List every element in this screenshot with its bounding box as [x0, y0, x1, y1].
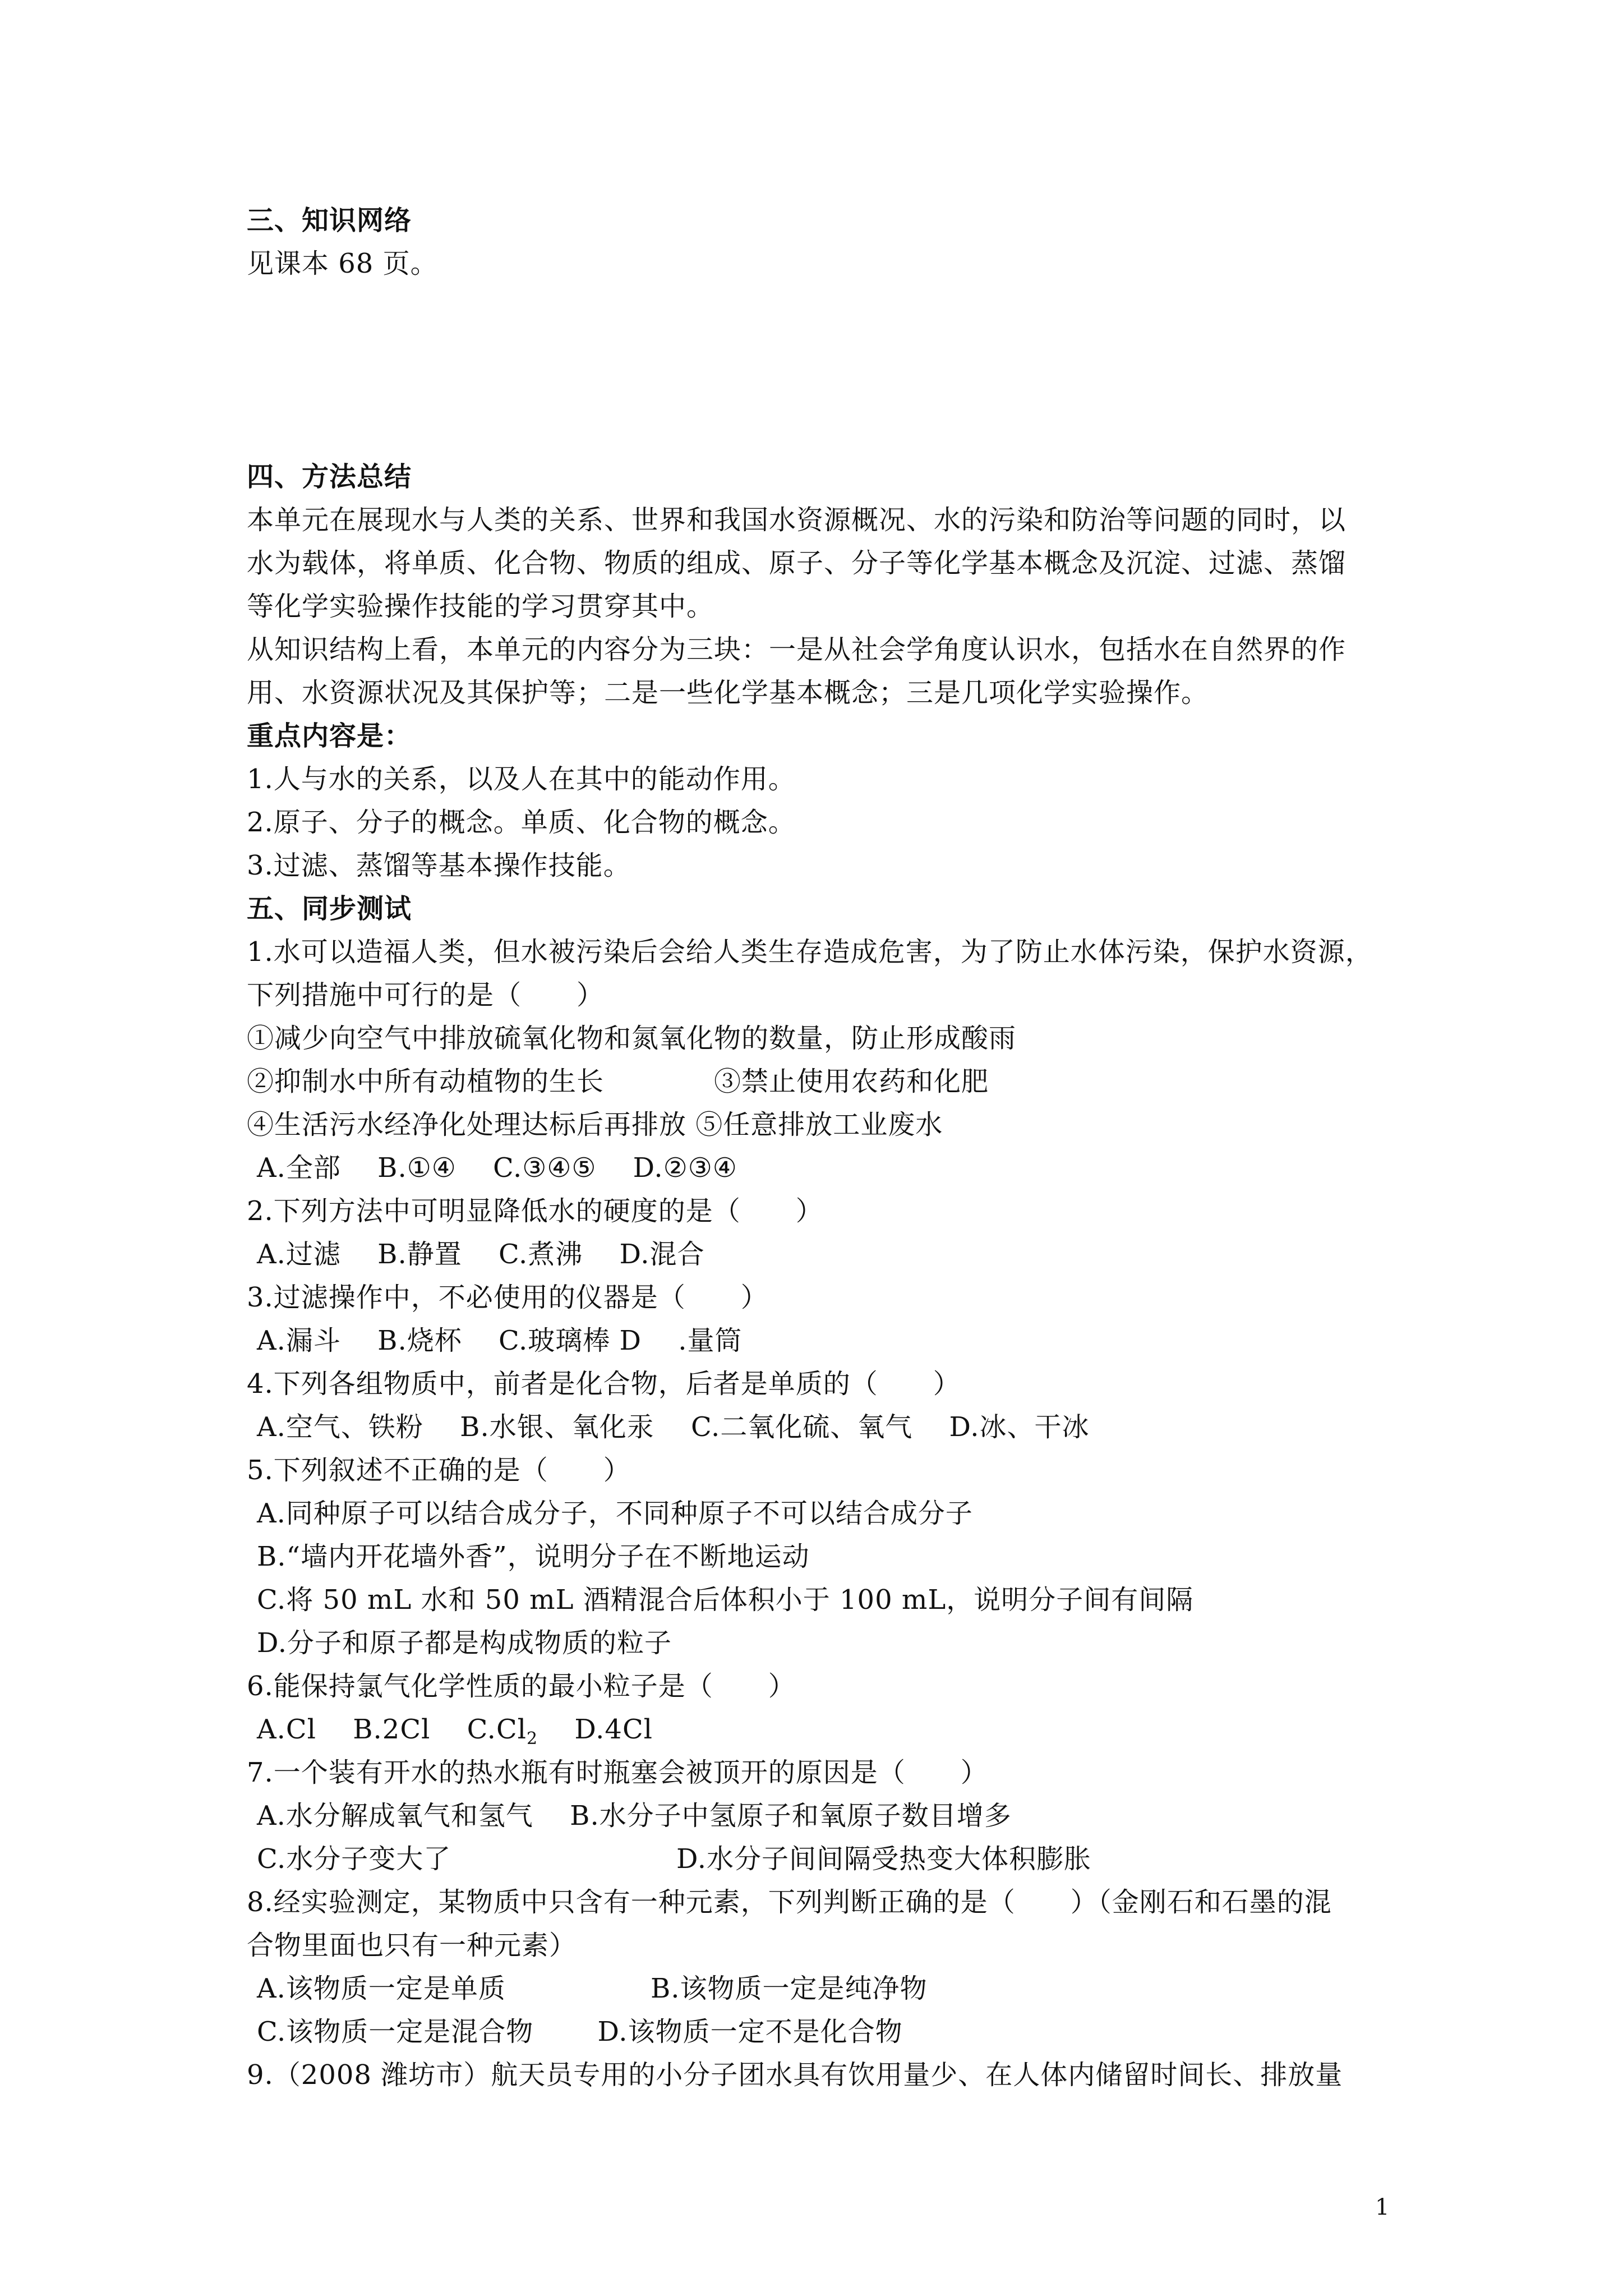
paragraph-line: 水为载体，将单质、化合物、物质的组成、原子、分子等化学基本概念及沉淀、过滤、蒸馏	[247, 547, 1347, 579]
question-options: A.过滤 B.静置 C.煮沸 D.混合	[257, 1239, 705, 1270]
question-options: A.全部 B.①④ C.③④⑤ D.②③④	[257, 1152, 737, 1184]
question-option: A.同种原子可以结合成分子，不同种原子不可以结合成分子	[257, 1498, 973, 1529]
question-options: C.该物质一定是混合物 D.该物质一定不是化合物	[257, 2016, 903, 2047]
question-options: A.漏斗 B.烧杯 C.玻璃棒 D .量筒	[257, 1325, 743, 1356]
page-number: 1	[1375, 2194, 1390, 2220]
question-stem: 4.下列各组物质中，前者是化合物，后者是单质的（ ）	[247, 1368, 961, 1400]
paragraph-line: 等化学实验操作技能的学习贯穿其中。	[247, 591, 714, 622]
question-option: D.分子和原子都是构成物质的粒子	[257, 1627, 672, 1659]
question-option: C.将 50 mL 水和 50 mL 酒精混合后体积小于 100 mL，说明分子间有间隔	[257, 1584, 1194, 1616]
question-option: B.“墙内开花墙外香”，说明分子在不断地运动	[257, 1541, 810, 1572]
question-stem: 合物里面也只有一种元素）	[247, 1930, 577, 1961]
question-stem: 3.过滤操作中，不必使用的仪器是（ ）	[247, 1282, 768, 1313]
question-options: A.水分解成氧气和氢气 B.水分子中氢原子和氧原子数目增多	[257, 1800, 1012, 1832]
question-stem: 7.一个装有开水的热水瓶有时瓶塞会被顶开的原因是（ ）	[247, 1757, 988, 1788]
question-item: ④生活污水经净化处理达标后再排放 ⑤任意排放工业废水	[247, 1109, 943, 1140]
question-option: D.水分子间间隔受热变大体积膨胀	[676, 1843, 1092, 1875]
question-options: A.空气、铁粉 B.水银、氧化汞 C.二氧化硫、氧气 D.冰、干冰	[257, 1411, 1090, 1443]
key-point: 3.过滤、蒸馏等基本操作技能。	[247, 850, 631, 881]
question-stem: 8.经实验测定，某物质中只含有一种元素，下列判断正确的是（ ）（金刚石和石墨的混	[247, 1887, 1332, 1918]
question-option: B.该物质一定是纯净物	[651, 1973, 928, 2004]
question-stem: 2.下列方法中可明显降低水的硬度的是（ ）	[247, 1195, 823, 1227]
key-point: 1.人与水的关系，以及人在其中的能动作用。	[247, 763, 796, 795]
question-option: C.水分子变大了	[257, 1843, 451, 1875]
subscript: 2	[527, 1729, 538, 1749]
section-3-text: 见课本 68 页。	[247, 248, 438, 279]
question-options	[257, 1713, 653, 1749]
paragraph-line: 从知识结构上看，本单元的内容分为三块：一是从社会学角度认识水，包括水在自然界的作	[247, 634, 1347, 665]
section-5-heading: 五、同步测试	[247, 893, 412, 924]
option-text: D.4Cl	[538, 1714, 653, 1745]
key-point: 2.原子、分子的概念。单质、化合物的概念。	[247, 807, 796, 838]
question-item: ①减少向空气中排放硫氧化物和氮氧化物的数量，防止形成酸雨	[247, 1023, 1017, 1054]
section-4-heading: 四、方法总结	[247, 461, 412, 493]
question-stem: 下列措施中可行的是（ ）	[247, 979, 605, 1011]
paragraph-line: 本单元在展现水与人类的关系、世界和我国水资源概况、水的污染和防治等问题的同时，以	[247, 504, 1347, 536]
question-stem: 1.水可以造福人类，但水被污染后会给人类生存造成危害，为了防止水体污染，保护水资源，	[247, 936, 1373, 968]
question-option: A.该物质一定是单质	[257, 1973, 506, 2004]
paragraph-line: 用、水资源状况及其保护等；二是一些化学基本概念；三是几项化学实验操作。	[247, 677, 1209, 708]
question-stem: 9.（2008 潍坊市）航天员专用的小分子团水具有饮用量少、在人体内储留时间长、排放量	[247, 2059, 1343, 2091]
section-3-heading: 三、知识网络	[247, 205, 412, 236]
question-item: ②抑制水中所有动植物的生长 ③禁止使用农药和化肥	[247, 1066, 989, 1097]
option-text: A.Cl B.2Cl C.Cl	[257, 1714, 527, 1745]
question-stem: 5.下列叙述不正确的是（ ）	[247, 1455, 631, 1486]
question-stem: 6.能保持氯气化学性质的最小粒子是（ ）	[247, 1671, 796, 1702]
key-points-heading: 重点内容是：	[247, 720, 412, 752]
